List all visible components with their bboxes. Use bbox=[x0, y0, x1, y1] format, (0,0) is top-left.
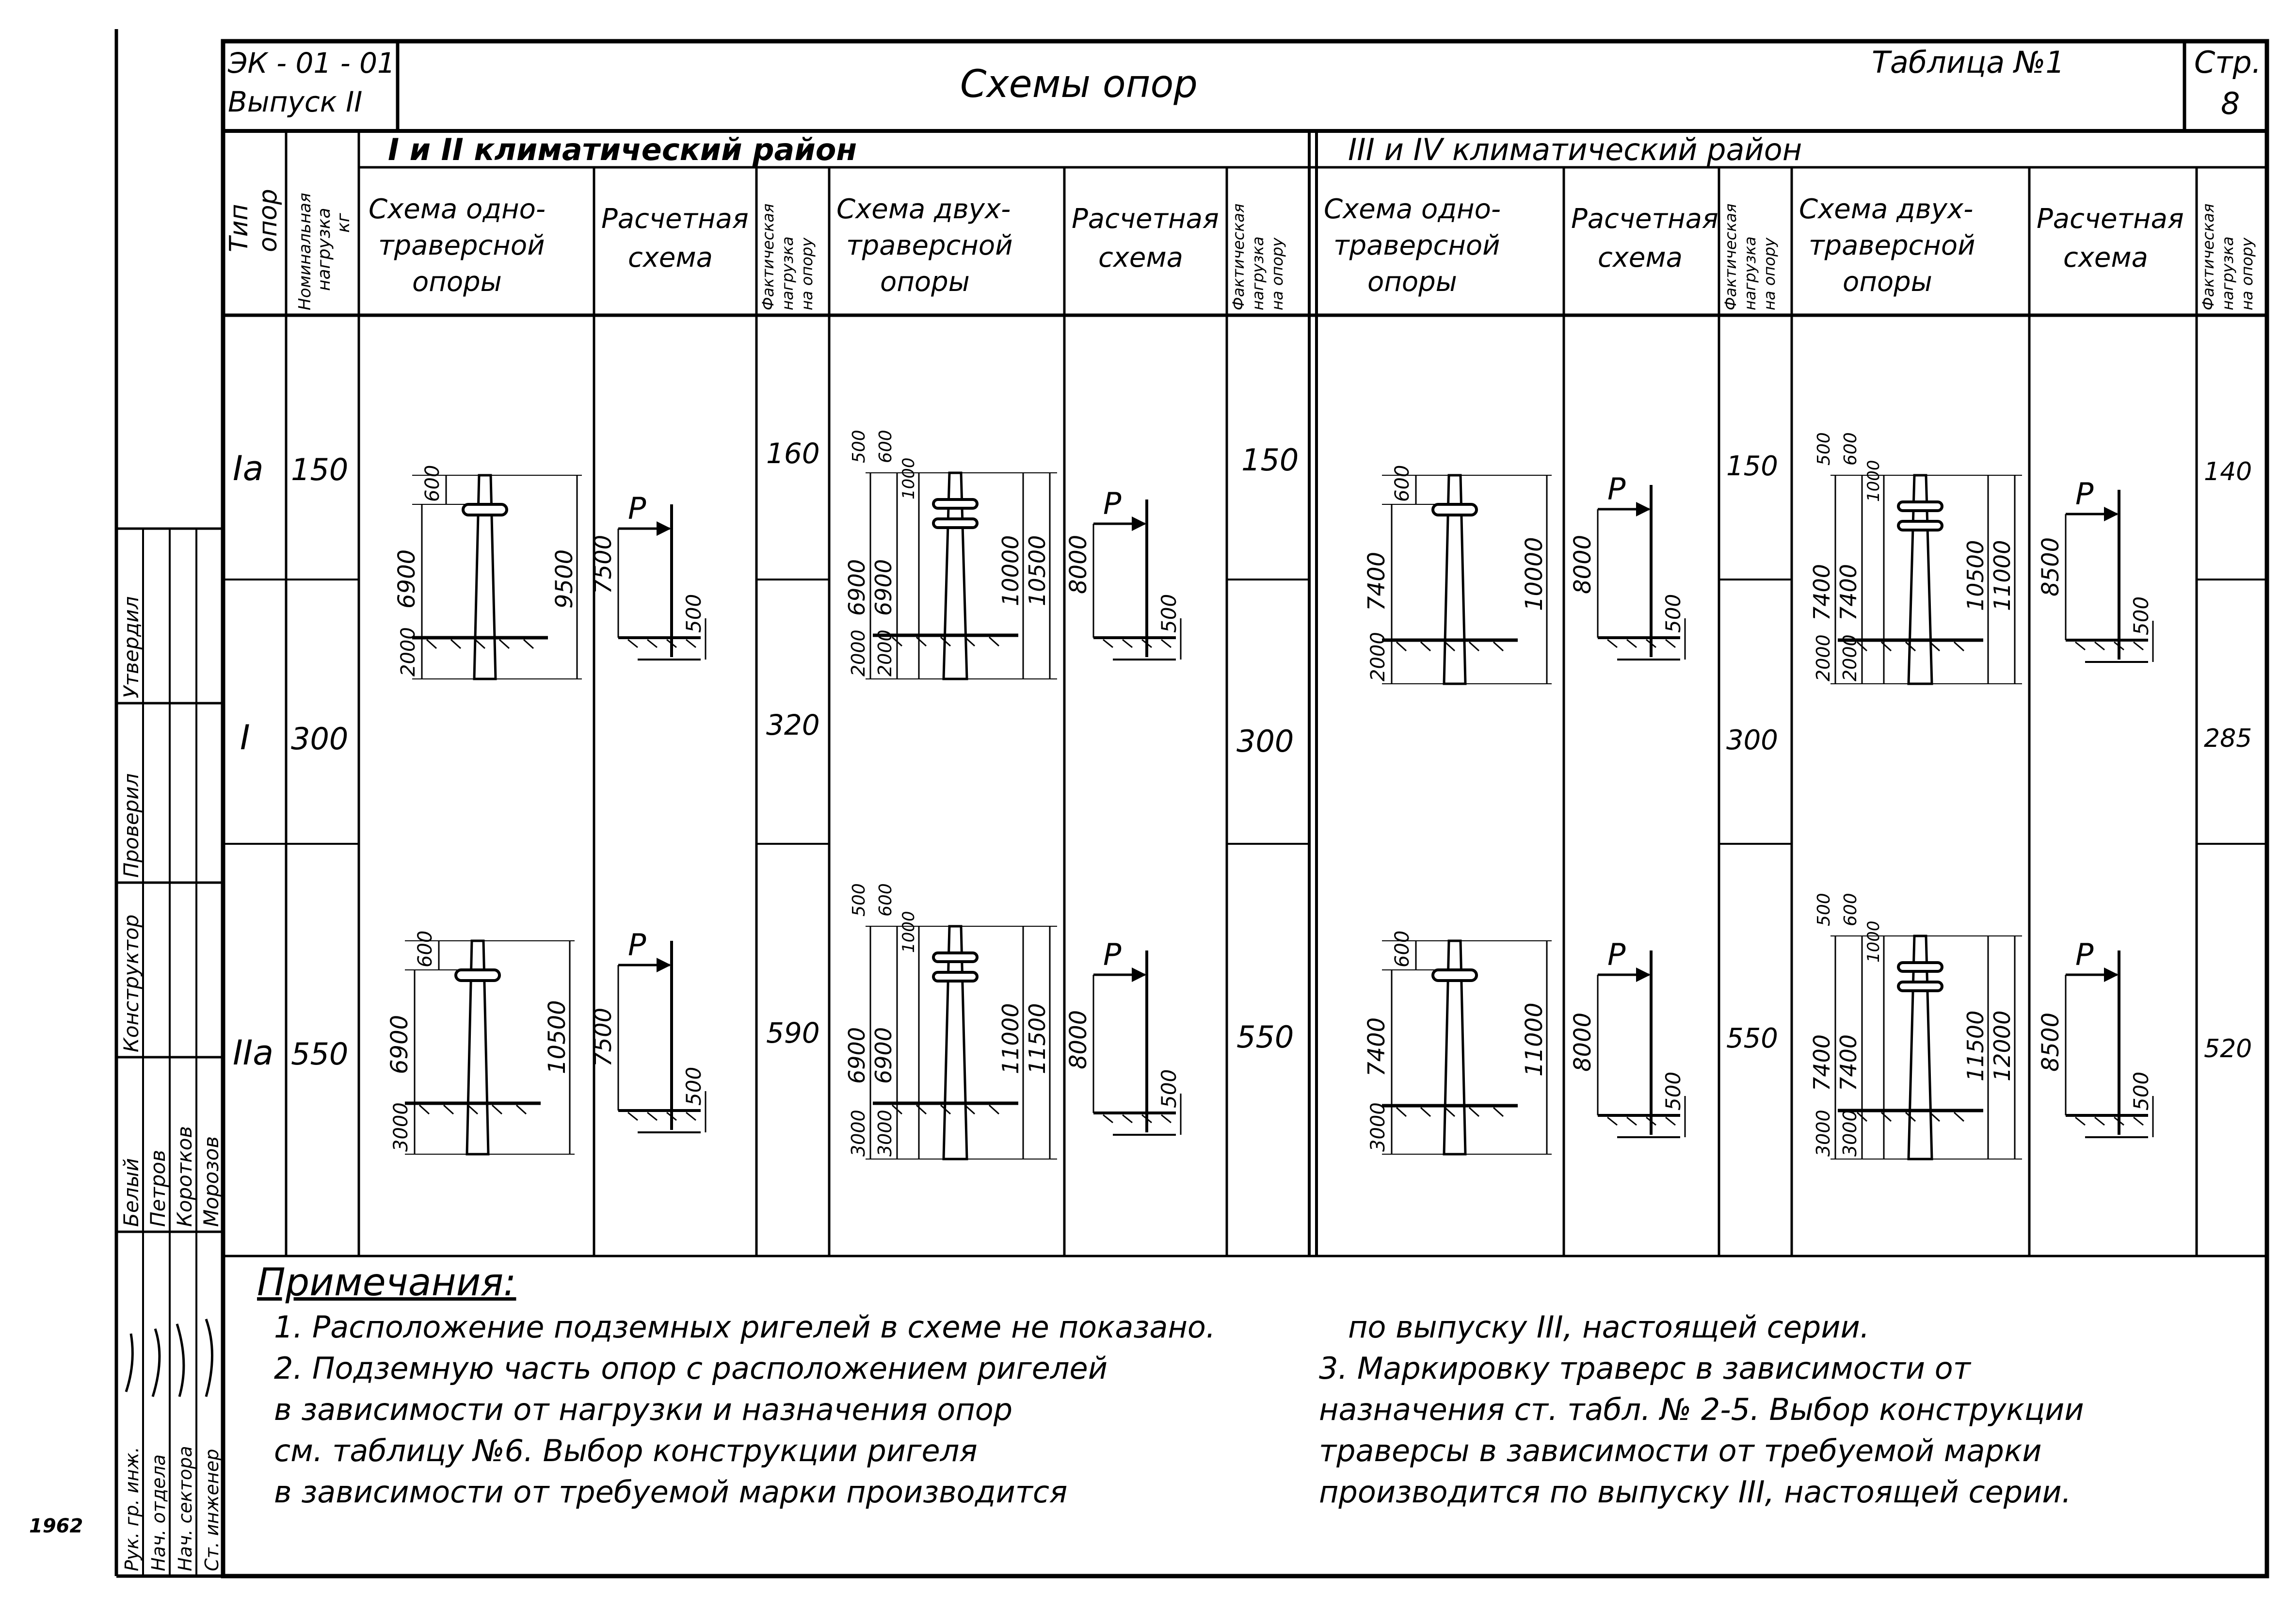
ground-hatch bbox=[1421, 642, 1430, 651]
ground-hatch bbox=[1445, 1108, 1455, 1116]
load-label: P bbox=[628, 927, 646, 963]
dim-label: 600 bbox=[421, 465, 444, 502]
dim-label: 500 bbox=[849, 883, 869, 917]
crossarm-lower bbox=[933, 519, 977, 528]
stamp-role-1: Рук. гр. инж. bbox=[121, 1447, 143, 1571]
stamp-name-3: Коротков bbox=[173, 1126, 196, 1227]
ground-hatch bbox=[628, 640, 638, 647]
double-crossarm-pole bbox=[1809, 432, 2022, 684]
dim-label: 7400 bbox=[1363, 551, 1390, 611]
ground-hatch bbox=[1445, 642, 1455, 651]
header-scheme-single: траверсной bbox=[1333, 230, 1500, 261]
ground-hatch bbox=[1161, 640, 1171, 647]
header-calc: схема bbox=[1598, 242, 1683, 274]
crossarm bbox=[1433, 504, 1477, 515]
stamp-name-1: Белый bbox=[119, 1158, 143, 1227]
stamp-role-4: Ст. инженер bbox=[201, 1449, 223, 1571]
header-type bbox=[225, 189, 283, 252]
ground-hatch bbox=[1666, 1117, 1675, 1125]
load-label: P bbox=[2075, 476, 2094, 512]
zone-right-label: III и IV климатический район bbox=[1348, 132, 1802, 167]
nominal-i: 300 bbox=[291, 721, 349, 757]
crossarm bbox=[463, 504, 507, 515]
actual-right-single-ia: 150 bbox=[1726, 451, 1778, 482]
dim-label: 600 bbox=[876, 883, 896, 917]
dim-label: 600 bbox=[876, 430, 896, 463]
dim-label: 10500 bbox=[1024, 535, 1050, 606]
dim-label: 7400 bbox=[1835, 564, 1862, 621]
actual-right-single-i: 300 bbox=[1726, 725, 1778, 756]
dim-label: 2000 bbox=[1367, 632, 1389, 681]
header-scheme-single: Схема одно- bbox=[369, 193, 546, 225]
ground-hatch bbox=[1397, 642, 1406, 651]
svg-text:кг: кг bbox=[334, 213, 353, 233]
dim-label: 7500 bbox=[590, 1007, 617, 1067]
dim-label: 3000 bbox=[1813, 1110, 1834, 1157]
issue-label: Выпуск II bbox=[228, 85, 363, 118]
dim-label: 600 bbox=[1841, 893, 1861, 926]
dim-label: 3000 bbox=[1367, 1102, 1389, 1152]
dim-label: 600 bbox=[414, 930, 436, 967]
nominal-iia: 550 bbox=[291, 1036, 349, 1072]
ground-hatch bbox=[989, 637, 999, 646]
dim-label: 8500 bbox=[2037, 1012, 2064, 1072]
actual-left-single-iia: 590 bbox=[766, 1016, 820, 1049]
ground-hatch bbox=[1103, 640, 1113, 647]
crossarm bbox=[1433, 970, 1477, 981]
actual-left-double-ia: 150 bbox=[1241, 442, 1299, 478]
dim-label: 500 bbox=[682, 594, 706, 633]
ground-hatch bbox=[1627, 640, 1637, 647]
note-line: назначения ст. табл. № 2-5. Выбор конструкции bbox=[1319, 1392, 2084, 1427]
nominal-ia: 150 bbox=[291, 452, 349, 487]
svg-text:Тип: Тип bbox=[225, 204, 254, 252]
ground-hatch bbox=[916, 1105, 926, 1114]
actual-right-double-i: 285 bbox=[2204, 724, 2252, 753]
ground-hatch bbox=[2095, 1117, 2104, 1125]
ground-hatch bbox=[1421, 1108, 1430, 1116]
header-actual: Фактическая bbox=[759, 203, 777, 310]
dim-label: 8000 bbox=[1065, 1010, 1092, 1069]
ground-hatch bbox=[2075, 642, 2085, 650]
dim-label: 11000 bbox=[997, 1003, 1024, 1074]
crossarm-lower bbox=[933, 972, 977, 981]
dim-label: 8000 bbox=[1065, 534, 1092, 594]
ground-hatch bbox=[1607, 1117, 1617, 1125]
calculation-scheme bbox=[590, 927, 706, 1132]
dim-label: 10000 bbox=[1521, 537, 1548, 611]
dim-label: 7400 bbox=[1809, 1034, 1835, 1091]
header-calc: схема bbox=[2063, 242, 2148, 274]
header-calc: Расчетная bbox=[2037, 203, 2184, 235]
margin-number: 1962 bbox=[29, 1515, 83, 1537]
ground-hatch bbox=[1881, 1112, 1891, 1121]
stamp-head-1: Утвердил bbox=[119, 596, 143, 698]
ground-hatch bbox=[647, 1112, 657, 1120]
dim-label: 600 bbox=[1391, 930, 1413, 967]
dim-label: 6900 bbox=[870, 559, 897, 616]
note-line: по выпуску III, настоящей серии. bbox=[1348, 1309, 1870, 1345]
dim-label: 7500 bbox=[590, 534, 617, 594]
dim-label: 2000 bbox=[1839, 634, 1861, 681]
type-i: I bbox=[240, 718, 250, 757]
dim-label: 500 bbox=[1157, 594, 1181, 633]
load-label: P bbox=[628, 491, 646, 526]
calculation-scheme bbox=[1065, 937, 1181, 1135]
ground-hatch bbox=[419, 1105, 429, 1114]
page-label: Стр. bbox=[2194, 45, 2262, 80]
single-crossarm-pole bbox=[393, 465, 582, 679]
stamp-name-2: Петров bbox=[146, 1150, 170, 1227]
crossarm-upper bbox=[1898, 502, 1942, 511]
dim-label: 500 bbox=[2129, 596, 2153, 635]
table-number: Таблица №1 bbox=[1872, 45, 2065, 80]
actual-left-double-iia: 550 bbox=[1236, 1019, 1294, 1055]
actual-left-single-ia: 160 bbox=[766, 437, 820, 470]
ground-hatch bbox=[989, 1105, 999, 1114]
double-crossarm-pole bbox=[844, 883, 1057, 1159]
ground-hatch bbox=[1954, 642, 1964, 651]
double-crossarm-pole bbox=[1809, 893, 2022, 1159]
svg-text:нагрузка: нагрузка bbox=[314, 208, 334, 291]
load-label: P bbox=[1103, 486, 1122, 521]
header-actual: нагрузка bbox=[1249, 236, 1267, 310]
dim-label: 11000 bbox=[1521, 1002, 1548, 1077]
crossarm bbox=[456, 970, 499, 981]
dim-label: 500 bbox=[849, 430, 869, 463]
calculation-scheme bbox=[590, 491, 706, 660]
dim-label: 2000 bbox=[848, 629, 869, 677]
dim-label: 11000 bbox=[1989, 540, 2015, 611]
header-scheme-double: траверсной bbox=[1809, 230, 1975, 261]
ground-hatch bbox=[1161, 1115, 1171, 1123]
ground-hatch bbox=[499, 640, 509, 648]
dim-label: 7400 bbox=[1809, 564, 1835, 621]
dim-label: 500 bbox=[1814, 893, 1834, 926]
title-stamp bbox=[119, 596, 223, 1572]
header-scheme-double: Схема двух- bbox=[836, 193, 1011, 225]
crossarm-lower bbox=[1898, 521, 1942, 530]
dim-label: 6900 bbox=[844, 559, 870, 616]
ground-hatch bbox=[1666, 640, 1675, 647]
ground-hatch bbox=[524, 640, 533, 648]
ground-hatch bbox=[475, 640, 485, 648]
dim-label: 3000 bbox=[390, 1102, 412, 1152]
dim-label: 2000 bbox=[1813, 634, 1834, 681]
dim-label: 11500 bbox=[1962, 1010, 1989, 1081]
row-labels bbox=[233, 449, 348, 1073]
header-actual: нагрузка bbox=[2218, 236, 2237, 310]
header-actual: нагрузка bbox=[1741, 236, 1759, 310]
type-iia: IIa bbox=[233, 1033, 274, 1073]
stamp-head-3: Конструктор bbox=[119, 914, 143, 1052]
calculation-scheme bbox=[2037, 937, 2153, 1137]
crossarm-upper bbox=[1898, 963, 1942, 971]
single-crossarm-pole bbox=[1363, 931, 1552, 1154]
crossarm-lower bbox=[1898, 982, 1942, 991]
header-actual: Фактическая bbox=[1229, 203, 1248, 310]
ground-hatch bbox=[1627, 1117, 1637, 1125]
stamp-head-2: Проверил bbox=[119, 773, 143, 878]
ground-hatch bbox=[1123, 640, 1132, 647]
dim-label: 6900 bbox=[393, 549, 420, 609]
header-actual: нагрузка bbox=[778, 236, 797, 310]
header-actual: на опору bbox=[2238, 237, 2256, 310]
header-scheme-single: опоры bbox=[1367, 266, 1457, 298]
dim-label: 1000 bbox=[899, 911, 918, 953]
note-line: в зависимости от нагрузки и назначения опор bbox=[274, 1392, 1013, 1427]
ground-hatch bbox=[427, 640, 436, 648]
ground-hatch bbox=[468, 1105, 478, 1114]
stamp-role-2: Нач. отдела bbox=[148, 1454, 169, 1571]
zone-left-label: I и II климатический район bbox=[388, 132, 857, 167]
dim-label: 500 bbox=[682, 1066, 706, 1106]
ground-hatch bbox=[444, 1105, 453, 1114]
header-scheme-single: Схема одно- bbox=[1324, 193, 1501, 225]
dim-label: 7400 bbox=[1835, 1034, 1862, 1091]
drawing-code: ЭК - 01 - 01 bbox=[228, 47, 395, 80]
double-crossarm-pole bbox=[844, 430, 1057, 679]
ground-hatch bbox=[1493, 642, 1503, 651]
sheet-title: Схемы опор bbox=[960, 63, 1198, 106]
header-scheme-single: траверсной bbox=[378, 230, 545, 261]
dim-label: 1000 bbox=[899, 457, 918, 499]
note-line: траверсы в зависимости от требуемой марки bbox=[1319, 1433, 2042, 1468]
calculation-scheme bbox=[1569, 471, 1685, 660]
load-label: P bbox=[2075, 937, 2094, 972]
dim-label: 2000 bbox=[397, 627, 419, 677]
load-label: P bbox=[1607, 471, 1626, 507]
header-nominal bbox=[295, 193, 353, 310]
dim-label: 10500 bbox=[544, 1000, 571, 1074]
svg-text:Номинальная: Номинальная bbox=[295, 193, 315, 310]
stamp-name-4: Морозов bbox=[199, 1136, 223, 1227]
dim-label: 500 bbox=[1814, 432, 1834, 466]
single-crossarm-pole bbox=[1363, 465, 1552, 684]
dim-label: 6900 bbox=[870, 1027, 897, 1084]
header-actual: на опору bbox=[1760, 237, 1779, 310]
dim-label: 6900 bbox=[844, 1027, 870, 1084]
crossarm-upper bbox=[933, 953, 977, 962]
ground-hatch bbox=[492, 1105, 502, 1114]
dim-label: 11500 bbox=[1024, 1003, 1050, 1074]
actual-right-double-ia: 140 bbox=[2204, 457, 2252, 486]
dim-label: 500 bbox=[1661, 594, 1685, 633]
page-number: 8 bbox=[2221, 86, 2240, 121]
dim-label: 500 bbox=[1157, 1069, 1181, 1108]
dim-label: 8500 bbox=[2037, 537, 2064, 596]
crossarm-upper bbox=[933, 499, 977, 508]
note-line: 1. Расположение подземных ригелей в схеме не показано. bbox=[274, 1309, 1216, 1345]
column-headers bbox=[369, 193, 2256, 310]
ground-hatch bbox=[1493, 1108, 1503, 1116]
dim-label: 2000 bbox=[874, 629, 896, 677]
note-line: в зависимости от требуемой марки производится bbox=[274, 1474, 1068, 1510]
ground-hatch bbox=[1103, 1115, 1113, 1123]
calculation-scheme bbox=[2037, 476, 2153, 662]
ground-hatch bbox=[686, 640, 696, 647]
actual-left-double-i: 300 bbox=[1236, 724, 1294, 759]
dim-label: 500 bbox=[1661, 1071, 1685, 1111]
calculation-scheme bbox=[1569, 937, 1685, 1137]
header-scheme-double: Схема двух- bbox=[1799, 193, 1974, 225]
calculation-scheme bbox=[1065, 486, 1181, 660]
dim-label: 600 bbox=[1841, 432, 1861, 466]
header-actual: Фактическая bbox=[2199, 203, 2217, 310]
dim-label: 1000 bbox=[1864, 460, 1883, 502]
ground-hatch bbox=[2095, 642, 2104, 650]
header-scheme-double: траверсной bbox=[846, 230, 1013, 261]
ground-hatch bbox=[2075, 1117, 2085, 1125]
ground-hatch bbox=[647, 640, 657, 647]
dim-label: 1000 bbox=[1864, 920, 1883, 963]
ground-hatch bbox=[628, 1112, 638, 1120]
dim-label: 10000 bbox=[997, 535, 1024, 606]
ground-hatch bbox=[2134, 1117, 2143, 1125]
header-calc: схема bbox=[628, 242, 713, 274]
header-actual: Фактическая bbox=[1721, 203, 1740, 310]
ground-hatch bbox=[916, 637, 926, 646]
header-calc: схема bbox=[1098, 242, 1183, 274]
stamp-role-3: Нач. сектора bbox=[175, 1446, 196, 1571]
dim-label: 3000 bbox=[1839, 1110, 1861, 1157]
dim-label: 7400 bbox=[1363, 1017, 1390, 1077]
ground-hatch bbox=[1469, 1108, 1479, 1116]
actual-left-single-i: 320 bbox=[766, 709, 820, 741]
ground-hatch bbox=[1881, 642, 1891, 651]
note-line: 2. Подземную часть опор с расположением ригелей bbox=[274, 1351, 1108, 1386]
dim-label: 500 bbox=[2129, 1071, 2153, 1111]
header-calc: Расчетная bbox=[1072, 203, 1219, 235]
ground-hatch bbox=[1123, 1115, 1132, 1123]
ground-hatch bbox=[1469, 642, 1479, 651]
dim-label: 10500 bbox=[1962, 540, 1989, 611]
actual-right-double-iia: 520 bbox=[2204, 1034, 2252, 1063]
load-label: P bbox=[1607, 937, 1626, 972]
dim-label: 8000 bbox=[1569, 534, 1596, 594]
dim-label: 600 bbox=[1391, 465, 1413, 502]
actual-right-single-iia: 550 bbox=[1726, 1023, 1778, 1054]
ground-hatch bbox=[1954, 1112, 1964, 1121]
header-scheme-double: опоры bbox=[880, 266, 970, 298]
header-actual: на опору bbox=[798, 237, 816, 310]
type-ia: Ia bbox=[233, 449, 264, 488]
header-scheme-single: опоры bbox=[412, 266, 502, 298]
notes-title: Примечания: bbox=[257, 1261, 516, 1305]
note-line: производится по выпуску III, настоящей серии. bbox=[1319, 1474, 2071, 1510]
ground-hatch bbox=[516, 1105, 526, 1114]
ground-hatch bbox=[1607, 640, 1617, 647]
dim-label: 3000 bbox=[874, 1110, 896, 1157]
header-calc: Расчетная bbox=[601, 203, 749, 235]
header-actual: на опору bbox=[1268, 237, 1286, 310]
single-crossarm-pole bbox=[386, 931, 575, 1154]
dim-label: 9500 bbox=[551, 549, 578, 609]
dim-label: 12000 bbox=[1989, 1010, 2015, 1081]
ground-hatch bbox=[451, 640, 461, 648]
header-scheme-double: опоры bbox=[1843, 266, 1932, 298]
svg-text:опор: опор bbox=[254, 189, 283, 252]
load-label: P bbox=[1103, 937, 1122, 972]
note-line: см. таблицу №6. Выбор конструкции ригеля bbox=[274, 1433, 978, 1468]
dim-label: 8000 bbox=[1569, 1012, 1596, 1072]
note-line: 3. Маркировку траверс в зависимости от bbox=[1319, 1351, 1971, 1386]
dim-label: 3000 bbox=[848, 1110, 869, 1157]
ground-hatch bbox=[1397, 1108, 1406, 1116]
ground-hatch bbox=[2134, 642, 2143, 650]
dim-label: 6900 bbox=[386, 1015, 413, 1074]
header-calc: Расчетная bbox=[1571, 203, 1718, 235]
ground-hatch bbox=[686, 1112, 696, 1120]
